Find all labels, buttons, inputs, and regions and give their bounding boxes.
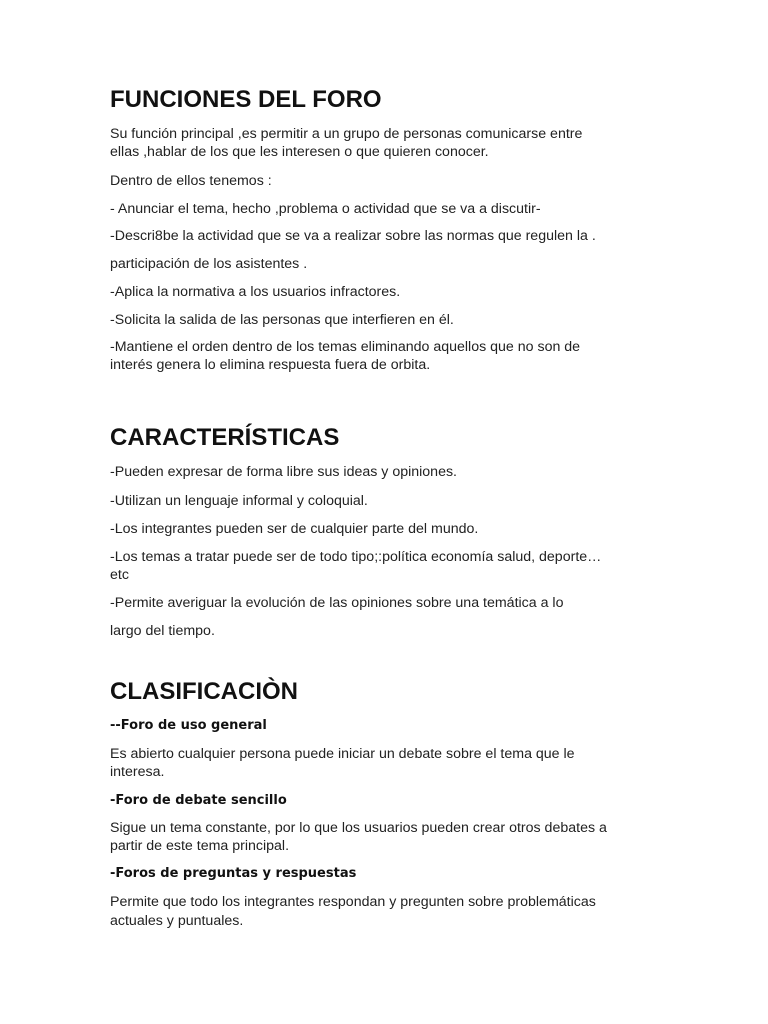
funciones-item-2-line2: participación de los asistentes . <box>110 256 308 272</box>
caracteristicas-item-4-line2: etc <box>110 567 129 583</box>
clasificacion-general-title: --Foro de uso general <box>110 718 267 733</box>
funciones-item-1: - Anunciar el tema, hecho ,problema o actividad que se va a discutir- <box>110 201 541 217</box>
heading-funciones: FUNCIONES DEL FORO <box>110 86 382 113</box>
clasificacion-general-line1: Es abierto cualquier persona puede iniciar un debate sobre el tema que le <box>110 746 575 762</box>
clasificacion-preguntas-title: -Foros de preguntas y respuestas <box>110 866 357 881</box>
clasificacion-debate-line2: partir de este tema principal. <box>110 838 290 854</box>
funciones-item-2-line1: -Descri8be la actividad que se va a realizar sobre las normas que regulen la . <box>110 228 596 244</box>
caracteristicas-item-1: -Pueden expresar de forma libre sus ideas y opiniones. <box>110 464 457 480</box>
caracteristicas-item-4-line1: -Los temas a tratar puede ser de todo tipo;:política economía salud, deporte… <box>110 549 602 565</box>
heading-caracteristicas: CARACTERÍSTICAS <box>110 424 340 451</box>
funciones-intro-line2: ellas ,hablar de los que les interesen o que quieren conocer. <box>110 144 489 160</box>
clasificacion-preguntas-line2: actuales y puntuales. <box>110 913 244 929</box>
heading-clasificacion: CLASIFICACIÒN <box>110 678 298 705</box>
caracteristicas-item-3: -Los integrantes pueden ser de cualquier parte del mundo. <box>110 521 479 537</box>
funciones-intro-line1: Su función principal ,es permitir a un grupo de personas comunicarse entre <box>110 126 583 142</box>
clasificacion-general-line2: interesa. <box>110 764 165 780</box>
funciones-tenemos: Dentro de ellos tenemos : <box>110 173 272 189</box>
caracteristicas-item-5-line2: largo del tiempo. <box>110 623 215 639</box>
clasificacion-preguntas-line1: Permite que todo los integrantes respondan y pregunten sobre problemáticas <box>110 894 596 910</box>
funciones-item-5-line2: interés genera lo elimina respuesta fuera de orbita. <box>110 357 431 373</box>
caracteristicas-item-5-line1: -Permite averiguar la evolución de las opiniones sobre una temática a lo <box>110 595 564 611</box>
caracteristicas-item-2: -Utilizan un lenguaje informal y coloquial. <box>110 493 368 509</box>
clasificacion-debate-title: -Foro de debate sencillo <box>110 793 287 808</box>
funciones-item-5-line1: -Mantiene el orden dentro de los temas eliminando aquellos que no son de <box>110 339 581 355</box>
clasificacion-debate-line1: Sigue un tema constante, por lo que los usuarios pueden crear otros debates a <box>110 820 607 836</box>
funciones-item-4: -Solicita la salida de las personas que interfieren en él. <box>110 312 454 328</box>
funciones-item-3: -Aplica la normativa a los usuarios infractores. <box>110 284 401 300</box>
